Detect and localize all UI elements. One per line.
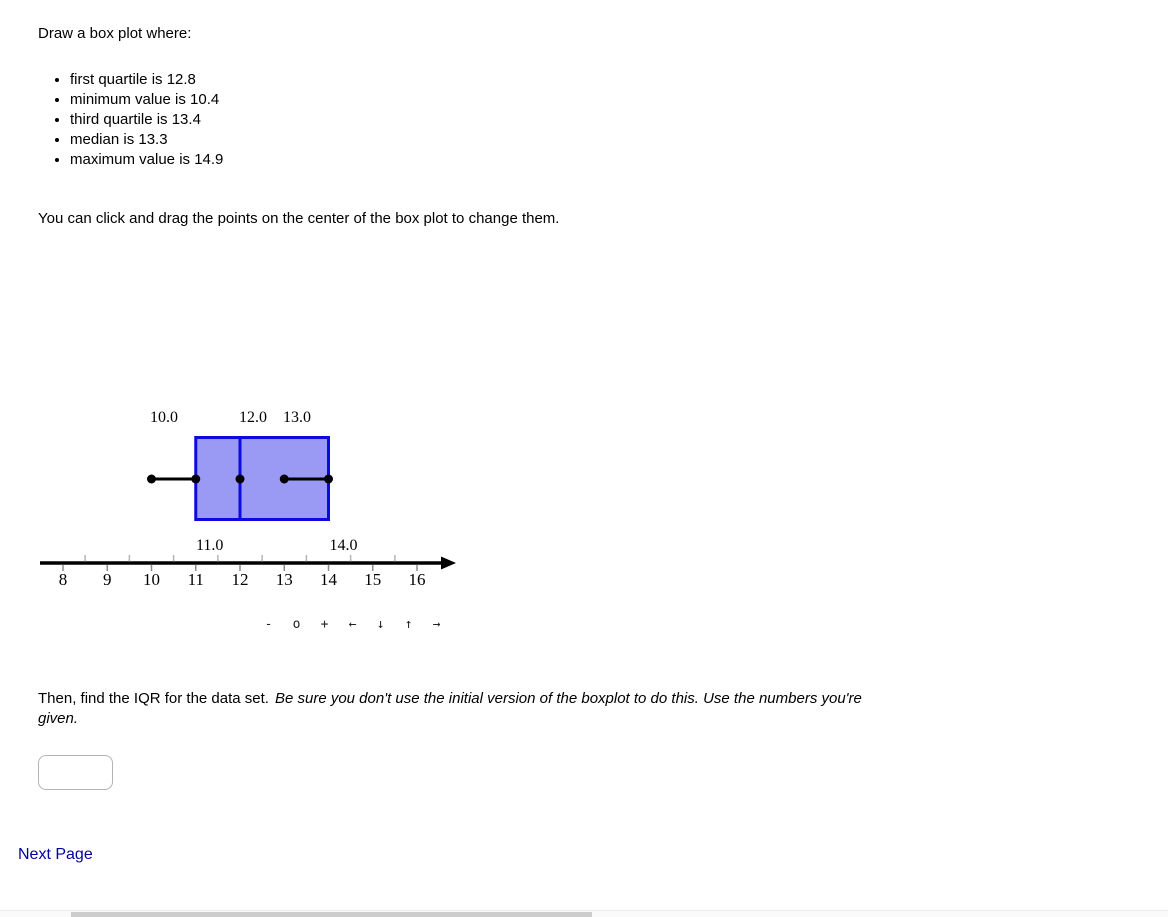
- svg-text:10: 10: [143, 570, 160, 589]
- horizontal-scrollbar[interactable]: [0, 910, 1168, 917]
- pan-right-button[interactable]: →: [432, 617, 441, 632]
- requirements-list: [38, 70, 223, 170]
- svg-text:11: 11: [187, 570, 204, 589]
- max-handle[interactable]: [280, 475, 289, 484]
- svg-text:15: 15: [364, 570, 382, 589]
- max-value-label: 13.0: [283, 409, 311, 426]
- prompt-title: Draw a box plot where:: [38, 25, 192, 42]
- svg-text:13: 13: [275, 570, 293, 589]
- answer-input[interactable]: [38, 755, 113, 790]
- svg-text:16: 16: [408, 570, 426, 589]
- scrollbar-thumb[interactable]: [71, 912, 592, 917]
- minor-ticks: [85, 555, 395, 562]
- iqr-question-text: Then, find the IQR for the data set.: [38, 690, 269, 707]
- min-handle[interactable]: [147, 475, 156, 484]
- min-value-label: 10.0: [150, 409, 178, 426]
- svg-text:12: 12: [231, 570, 249, 589]
- zoom-in-button[interactable]: +: [320, 617, 329, 632]
- axis-arrowhead: [441, 557, 456, 570]
- list-item-minimum: • minimum value is 10.4: [70, 90, 223, 110]
- q1-value-label: 11.0: [196, 537, 224, 554]
- median-value-label: 12.0: [239, 409, 267, 426]
- svg-text:9: 9: [103, 570, 112, 589]
- pan-up-button[interactable]: ↑: [404, 617, 413, 632]
- list-item-median: • median is 13.3: [70, 130, 223, 150]
- list-item-third-quartile: • third quartile is 13.4: [70, 110, 223, 130]
- boxplot-widget[interactable]: [30, 398, 470, 598]
- q3-handle[interactable]: [324, 475, 333, 484]
- svg-text:8: 8: [58, 570, 68, 589]
- list-item-maximum: • maximum value is 14.9: [70, 150, 223, 170]
- list-item-first-quartile: • first quartile is 12.8: [70, 70, 223, 90]
- axis-tick-labels: [59, 570, 426, 589]
- svg-text:14: 14: [320, 570, 337, 589]
- iqr-question-note: Be sure you don't use the initial version of the boxplot to do this. Use the numbers you're given.: [38, 690, 862, 727]
- zoom-out-button[interactable]: -: [264, 617, 273, 632]
- graph-controls: [259, 617, 446, 632]
- pan-down-button[interactable]: ↓: [376, 617, 385, 632]
- reset-view-button[interactable]: o: [292, 617, 301, 632]
- next-page-link[interactable]: Next Page: [18, 846, 93, 863]
- median-handle[interactable]: [236, 475, 245, 484]
- pan-left-button[interactable]: ←: [348, 617, 357, 632]
- iqr-question: [38, 689, 894, 729]
- q3-value-label: 14.0: [329, 537, 358, 554]
- q1-handle[interactable]: [191, 475, 200, 484]
- drag-instruction: You can click and drag the points on the center of the box plot to change them.: [38, 210, 560, 227]
